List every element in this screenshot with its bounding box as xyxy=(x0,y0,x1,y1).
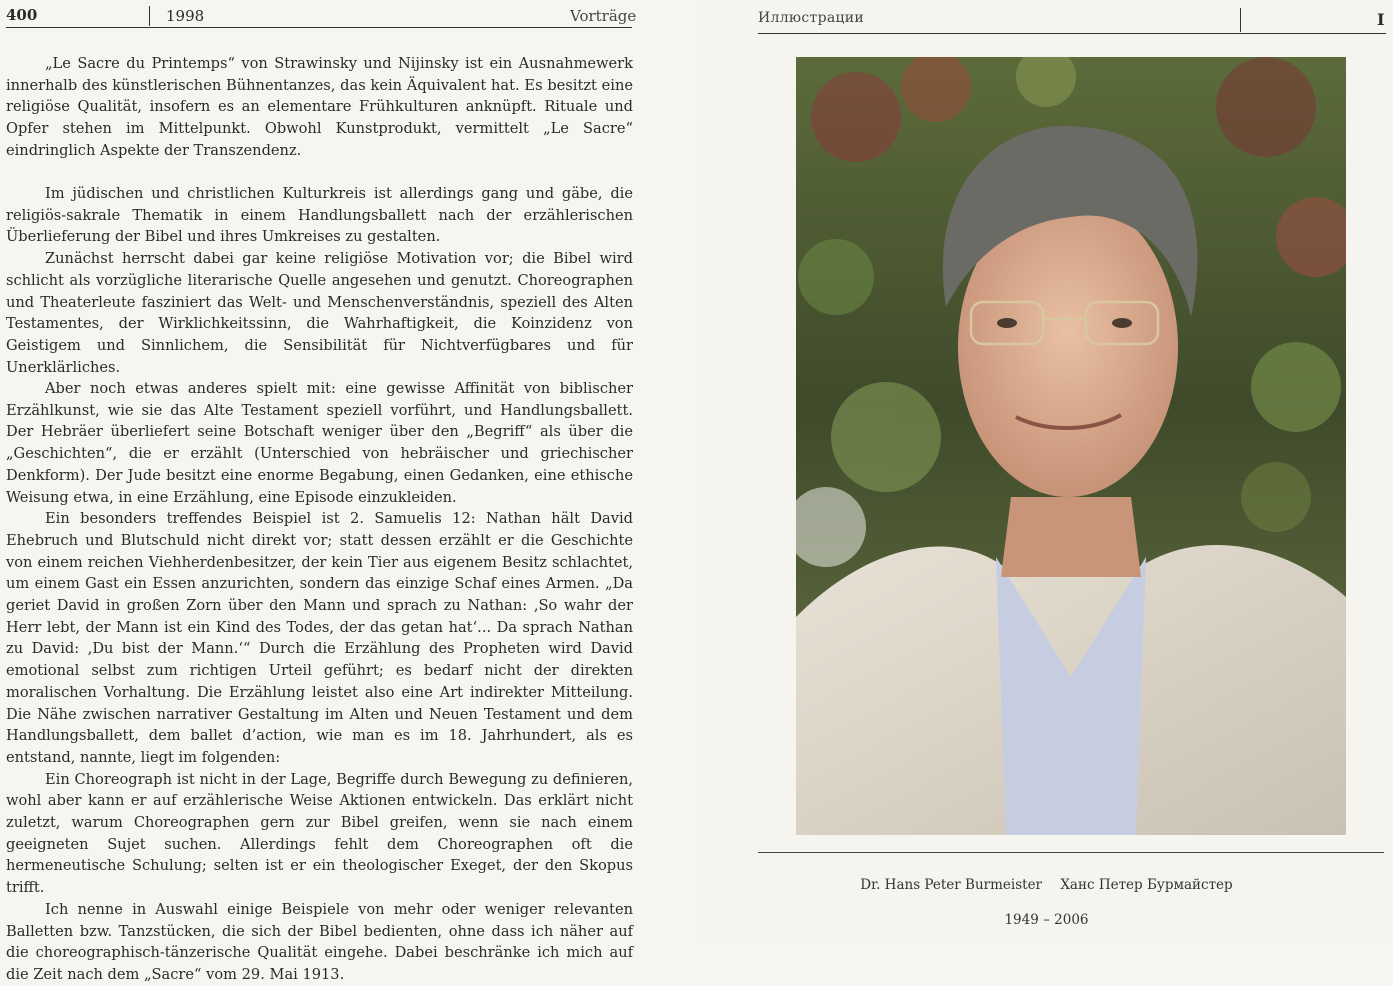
paragraph: Ein Choreograph ist nicht in der Lage, Begriffe durch Bewegung zu definieren, wohl aber kann er auf erzählerische Weise Aktionen entwickeln. Das erklärt nicht zuletzt, warum Choreographen gern zur Bibel greifen, wenn sie nach einem geeigneten Sujet suchen. Allerdings fehlt dem Choreographen oft die hermeneutische Schulung; selten ist er ein theologischer Exeget, der den Skopus trifft. xyxy=(6,770,633,897)
header-divider xyxy=(149,6,150,26)
paragraph-group-a xyxy=(6,53,633,162)
paragraph: „Le Sacre du Printemps“ von Strawinsky und Nijinsky ist ein Ausnahmewerk innerhalb des künstlerischen Bühnentanzes, das kein Äquivalent hat. Es besitzt eine religiöse Qualität, insofern es an elementare Frühkulturen anknüpft. Rituale und Opfer stehen im Mittelpunkt. Obwohl Kunstprodukt, vermittelt „Le Sacre“ eindringlich Aspekte der Transzendenz. xyxy=(6,55,633,159)
header-section: Иллюстрации xyxy=(758,10,865,26)
life-years: 1949 – 2006 xyxy=(1004,912,1089,928)
plate-number: I xyxy=(1377,10,1385,29)
paragraph-group-b xyxy=(6,183,633,378)
paragraph: Ein besonders treffendes Beispiel ist 2. Samuelis 12: Nathan hält David Ehebruch und Blutschuld nicht direkt vor; statt dessen erzählt er die Geschichte von einem reichen Viehherdenbesitzer, der kein Tier aus eigenem Besitz schlachtet, um einem Gast ein Essen anzurichten, sondern das einzige Schaf eines Armen. „Da geriet David in großen Zorn über den Mann und sprach zu Nathan: ‚So wahr der Herr lebt, der Mann ist ein Kind des Todes, der das getan hat‘... Da sprach Nathan zu David: ‚Du bist der Mann.‘“ Durch die Erzählung des Propheten wird David emotional selbst zum richtigen Urteil geführt; es bedarf nicht der direkten moralischen Vorhaltung. Die Erzählung leistet also eine Art indirekter Mitteilung. Die Nähe zwischen narrativer Gestaltung im Alten und Neuen Testament und dem Handlungsballett, dem ballet d’action, wie man es im 18. Jahrhundert, als es entstand, nannte, liegt im folgenden: xyxy=(6,510,633,766)
header-rule xyxy=(6,27,632,28)
caption-german: Dr. Hans Peter Burmeister xyxy=(860,877,1043,893)
caption-russian: Ханс Петер Бурмайстер xyxy=(1060,877,1233,893)
photo-caption xyxy=(700,877,1393,893)
paragraph: Im jüdischen und christlichen Kulturkreis ist allerdings gang und gäbe, die religiös-sakrale Thematik in einem Handlungsballett nach der erzählerischen Überlieferung der Bibel und ihres Umkreises zu gestalten. xyxy=(6,185,633,246)
paragraph-group-c xyxy=(6,378,633,986)
paragraph: Zunächst herrscht dabei gar keine religiöse Motivation vor; die Bibel wird schlicht als vorzügliche literarische Quelle angesehen und genutzt. Choreographen und Theaterleute fasziniert das Welt- und Menschenverständnis, speziell des Alten Testamentes, der Wirklichkeitssinn, die Wahrhaftigkeit, die Koinzidenz von Geistigem und Sinnlichem, die Sensibilität für Nichtverfügbares und für Unerklärliches. xyxy=(6,250,633,376)
page-number: 400 xyxy=(6,6,38,24)
right-page xyxy=(700,0,1393,942)
header-year: 1998 xyxy=(166,7,205,25)
header-divider xyxy=(1240,8,1241,32)
paragraph: Aber noch etwas anderes spielt mit: eine gewisse Affinität von biblischer Erzählkunst, wie sie das Alte Testament speziell vorführt, und Handlungsballett. Der Hebräer überliefert seine Botschaft weniger über den „Begriff“ als über die „Geschichten“, die er erzählt (Unterschied von hebräischer und griechischer Denkform). Der Jude besitzt eine enorme Begabung, einen Gedanken, eine ethische Weisung etwa, in eine Erzählung, eine Episode einzukleiden. xyxy=(6,380,633,506)
caption-rule xyxy=(758,852,1384,853)
header-rule xyxy=(758,33,1386,34)
portrait-photo xyxy=(796,57,1346,835)
header-section: Vorträge xyxy=(570,7,637,25)
paragraph: Ich nenne in Auswahl einige Beispiele von mehr oder weniger relevanten Balletten bzw. Tanzstücken, die sich der Bibel bedienten, ohne dass ich näher auf die choreographisch-tänzerische Qualität eingehe. Dabei beschränke ich mich auf die Zeit nach dem „Sacre“ vom 29. Mai 1913. xyxy=(6,900,633,983)
